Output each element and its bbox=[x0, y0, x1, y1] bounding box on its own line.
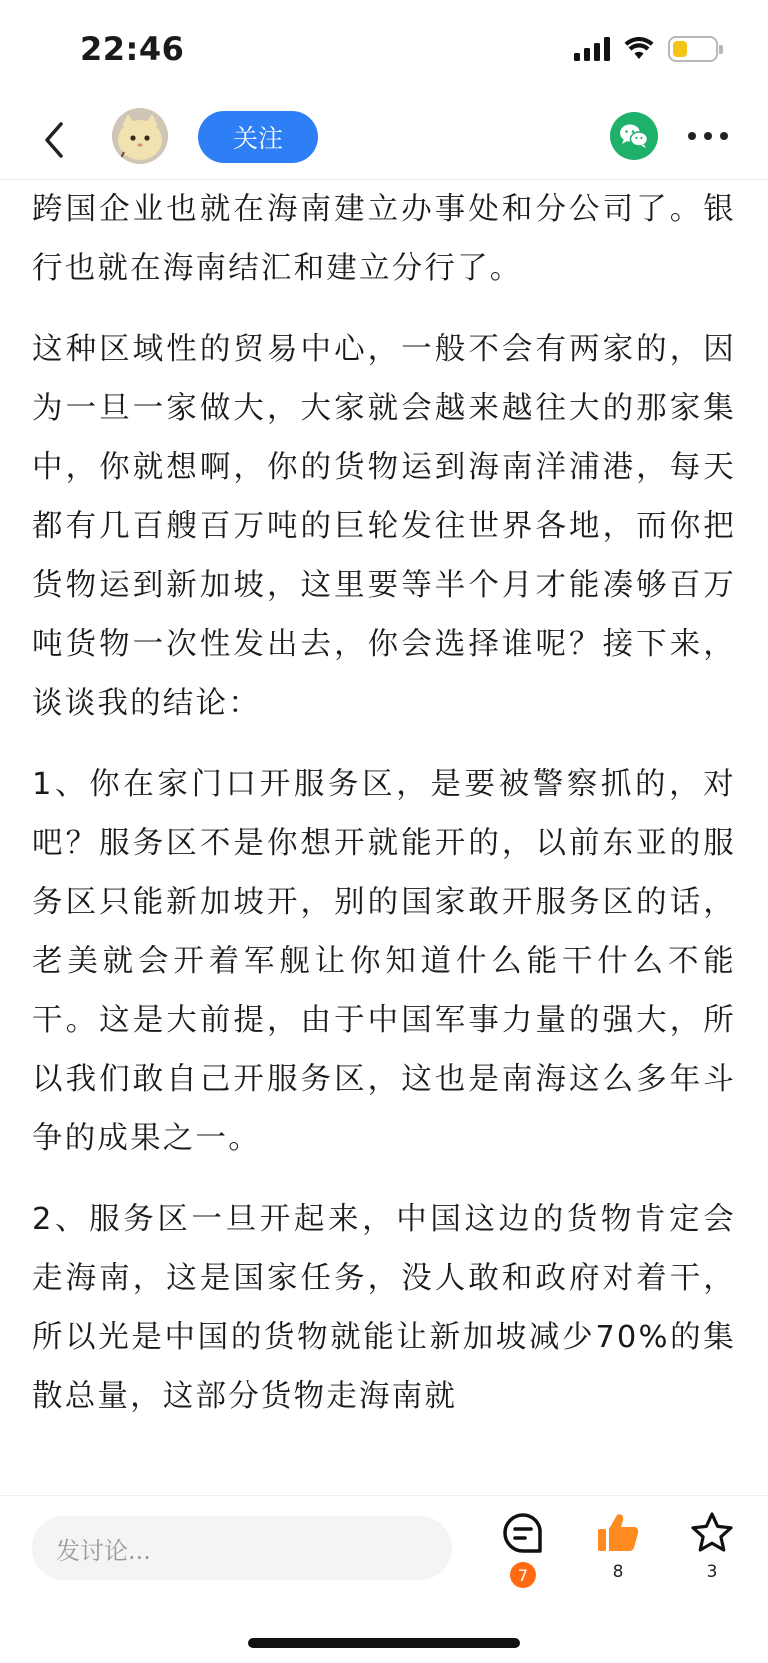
battery-level bbox=[673, 41, 687, 57]
comment-button[interactable] bbox=[488, 1510, 558, 1610]
favorite-count: 3 bbox=[706, 1562, 718, 1582]
back-button[interactable] bbox=[28, 114, 80, 166]
follow-button[interactable]: 关注 bbox=[198, 111, 318, 163]
bottom-action-bar bbox=[0, 1495, 768, 1663]
favorite-button[interactable] bbox=[677, 1510, 747, 1610]
like-count: 8 bbox=[612, 1562, 624, 1582]
star-icon bbox=[689, 1510, 735, 1556]
author-avatar-image bbox=[112, 108, 168, 164]
like-button[interactable] bbox=[583, 1510, 653, 1610]
nav-bar bbox=[0, 100, 768, 180]
comment-input[interactable]: 发讨论... bbox=[32, 1516, 452, 1580]
article-body bbox=[32, 180, 736, 1495]
chevron-left-icon bbox=[39, 120, 69, 160]
article-paragraph: 跨国企业也就在海南建立办事处和分公司了。银行也就在海南结汇和建立分行了。 bbox=[32, 192, 736, 286]
status-icons bbox=[574, 36, 718, 62]
comment-icon bbox=[500, 1510, 546, 1556]
avatar[interactable] bbox=[112, 108, 168, 164]
more-dot-icon bbox=[704, 132, 712, 140]
article-paragraph: 这种区域性的贸易中心，一般不会有两家的，因为一旦一家做大，大家就会越来越往大的那家集中，你就想啊，你的货物运到海南洋浦港，每天都有几百艘百万吨的巨轮发往世界各地，而你把货物运到新加坡，这里要等半个月才能凑够百万吨货物一次性发出去，你会选择谁呢？接下来，谈谈我的结论： bbox=[32, 332, 736, 721]
more-dot-icon bbox=[720, 132, 728, 140]
wifi-icon bbox=[624, 37, 654, 61]
battery-icon bbox=[668, 36, 718, 62]
article-paragraph: 1、你在家门口开服务区，是要被警察抓的，对吧？服务区不是你想开就能开的，以前东亚的服务区只能新加坡开，别的国家敢开服务区的话，老美就会开着军舰让你知道什么能干什么不能干。这是大前提，由于中国军事力量的强大，所以我们敢自己开服务区，这也是南海这么多年斗争的成果之一。 bbox=[32, 767, 736, 1156]
status-bar bbox=[0, 0, 768, 100]
wechat-icon bbox=[618, 122, 650, 150]
home-indicator[interactable] bbox=[248, 1638, 520, 1648]
thumbs-up-icon bbox=[595, 1510, 641, 1556]
article-paragraph: 2、服务区一旦开起来，中国这边的货物肯定会走海南，这是国家任务，没人敢和政府对着干，所以光是中国的货物就能让新加坡减少70%的集散总量，这部分货物走海南就 bbox=[32, 1202, 736, 1414]
more-options-button[interactable] bbox=[680, 112, 736, 160]
status-time: 22:46 bbox=[80, 30, 185, 68]
cellular-signal-icon bbox=[574, 37, 610, 61]
comment-count-badge: 7 bbox=[510, 1562, 536, 1588]
more-dot-icon bbox=[688, 132, 696, 140]
wechat-share-button[interactable] bbox=[610, 112, 658, 160]
